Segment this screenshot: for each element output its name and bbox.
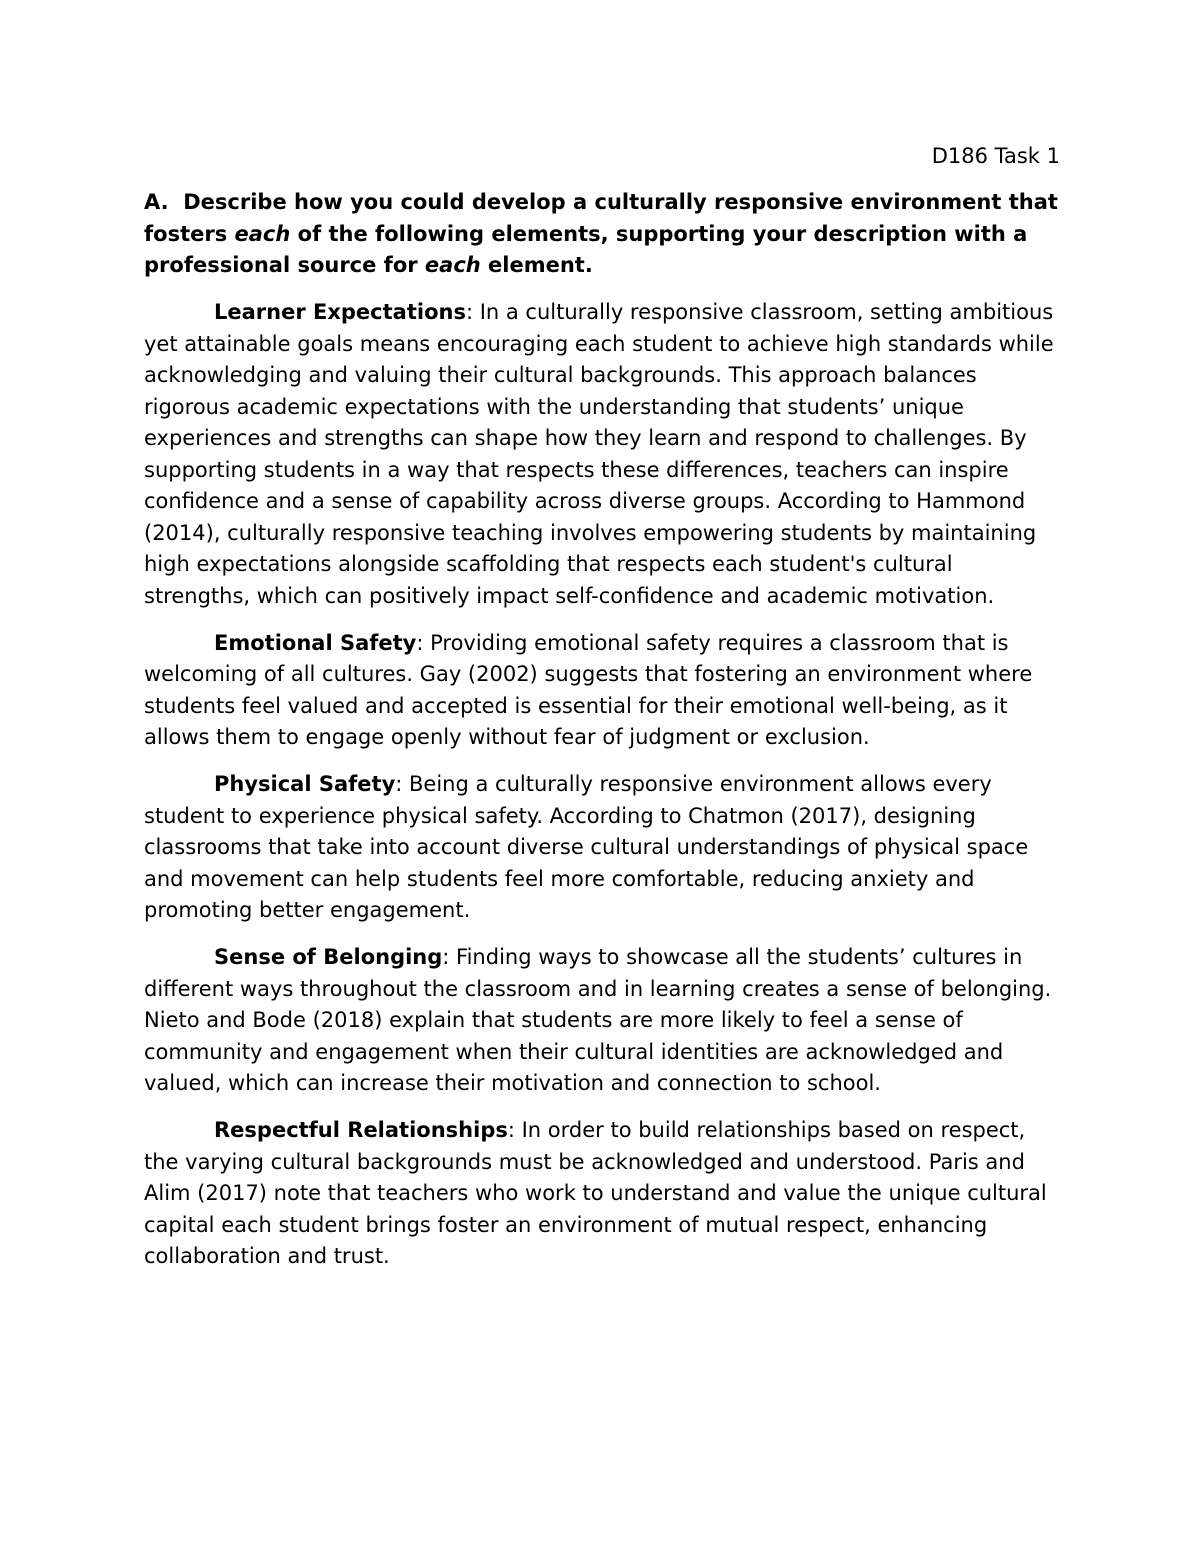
question-text-part2: of the following elements, supporting your description with a professional source for [144, 221, 1028, 277]
question-emphasis-each-1: each [234, 221, 291, 246]
document-header: D186 Task 1 [931, 144, 1060, 168]
question-prompt [144, 187, 1060, 282]
section-sense-of-belonging [144, 942, 1060, 1100]
section-text: : In order to build relationships based on respect, the varying cultural backgrounds must be acknowledged and understood. Paris and Alim (2017) note that teachers who work to understand and value the unique cultural capital each student brings foster an environment of mutual respect, enhancing collaboration and trust. [144, 1118, 1047, 1268]
section-text: : Being a culturally responsive environment allows every student to experience physical safety. According to Chatmon (2017), designing classrooms that take into account diverse cultural understandings of physical space and movement can help students feel more comfortable, reducing anxiety and promoting better engagement. [144, 772, 1029, 922]
question-emphasis-each-2: each [424, 253, 481, 277]
document-page [144, 0, 1060, 1553]
section-respectful-relationships [144, 1115, 1060, 1273]
section-physical-safety [144, 769, 1060, 927]
section-text: : In a culturally responsive classroom, setting ambitious yet attainable goals means encouraging each student to achieve high standards while acknowledging and valuing their cultural backgrounds. This approach balances rigorous academic expectations with the understanding that students’ unique experiences and strengths can shape how they learn and respond to challenges. By supporting students in a way that respects these differences, teachers can inspire confidence and a sense of capability across diverse groups. According to Hammond (2014), culturally responsive teaching involves empowering students by maintaining high expectations alongside scaffolding that respects each student's cultural strengths, which can positively impact self-confidence and academic motivation. [144, 300, 1054, 608]
question-label: A. [144, 190, 169, 214]
question-text-part1: Describe how you could develop a culturally responsive environment that fosters [144, 190, 1058, 246]
section-emotional-safety [144, 628, 1060, 754]
section-text: : Finding ways to showcase all the students’ cultures in different ways throughout the classroom and in learning creates a sense of belonging. Nieto and Bode (2018) explain that students are more likely to feel a sense of community and engagement when their cultural identities are acknowledged and valued, which can increase their motivation and connection to school. [144, 945, 1052, 1095]
section-term: Physical Safety [214, 772, 396, 796]
section-term: Sense of Belonging [214, 945, 443, 969]
section-text: : Providing emotional safety requires a classroom that is welcoming of all cultures. Gay (2002) suggests that fostering an environment where students feel valued and accepted is essential for their emotional well-being, as it allows them to engage openly without fear of judgment or exclusion. [144, 630, 1033, 749]
section-learner-expectations [144, 297, 1060, 612]
section-term: Learner Expectations [214, 300, 466, 324]
section-term: Respectful Relationships [214, 1118, 508, 1142]
section-term: Emotional Safety [214, 630, 417, 655]
answer-body [144, 297, 1060, 1288]
question-text-part3: element. [480, 253, 593, 277]
